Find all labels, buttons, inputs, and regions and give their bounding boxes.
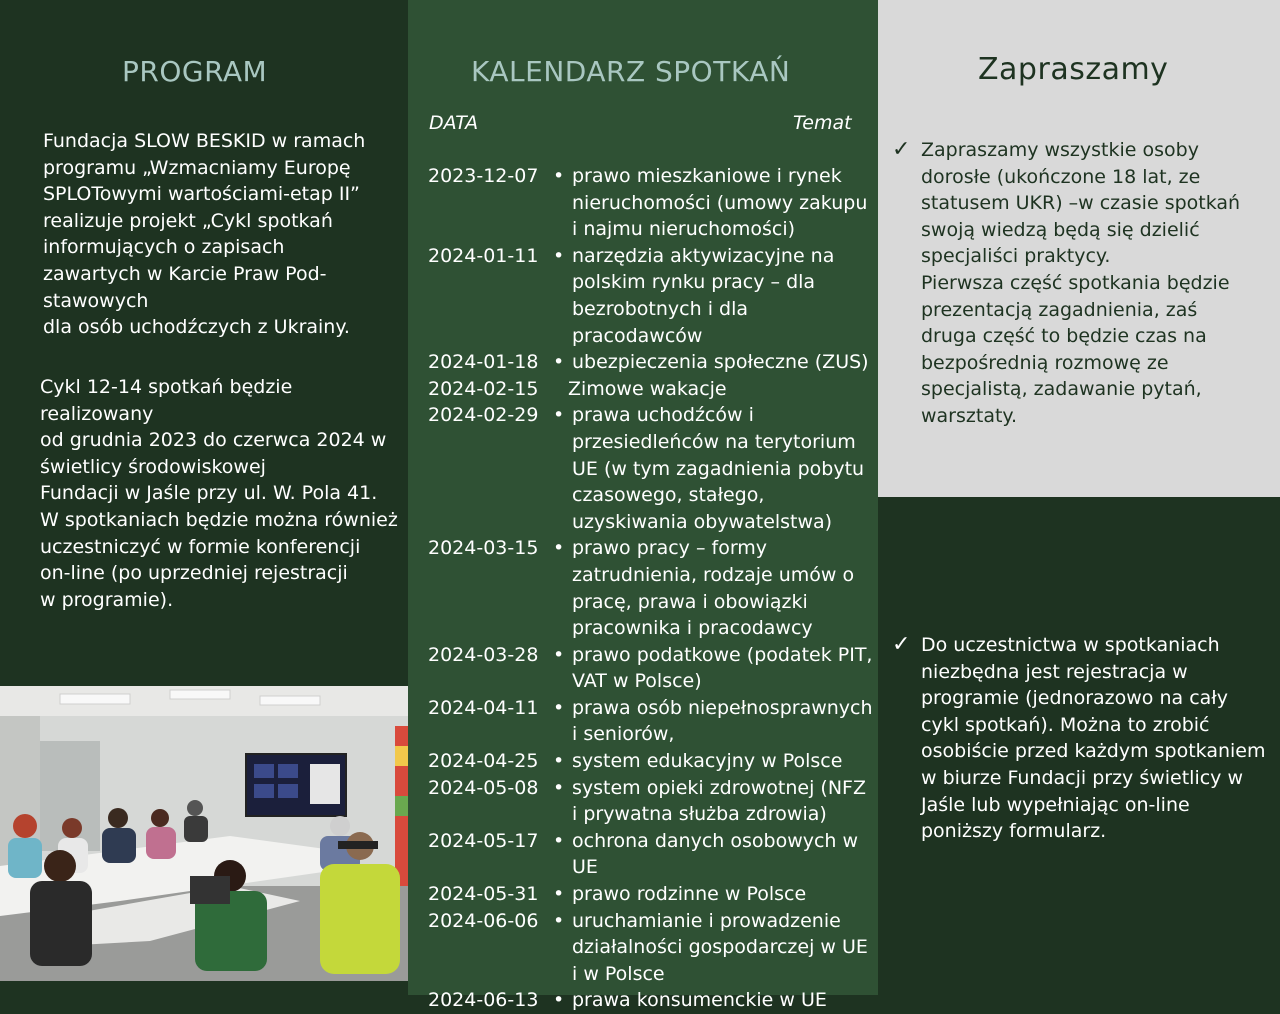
bullet-icon: •: [553, 696, 565, 719]
program-paragraph-schedule: Cykl 12-14 spotkań będzie realizowany od grudnia 2023 do czerwca 2024 w świetlicy środowiskowej Fundacji w Jaśle przy ul. W. Pola 41.: [40, 376, 387, 505]
calendar-item-date: 2024-02-15: [428, 377, 539, 400]
calendar-item: [428, 243, 878, 349]
calendar-item-topic: ubezpieczenia społeczne (ZUS): [572, 351, 869, 374]
bullet-icon: •: [553, 165, 565, 187]
calendar-item-date: 2024-05-17: [428, 829, 539, 852]
calendar-item-date: 2024-01-11: [428, 244, 539, 267]
bullet-icon: •: [553, 909, 565, 932]
checkmark-icon: ✓: [892, 137, 911, 162]
calendar-item-date: 2024-01-18: [428, 351, 539, 374]
calendar-item-topic: prawa osób niepełnosprawnych i seniorów,: [572, 696, 873, 746]
calendar-item: [428, 376, 878, 403]
calendar-item-topic: prawa konsumenckie w UE: [572, 989, 827, 1012]
bullet-icon: •: [553, 643, 565, 666]
bullet-icon: •: [553, 537, 565, 560]
calendar-item: [428, 828, 878, 881]
calendar-item-topic: uruchamianie i prowadzenie działalności gospodarczej w UE i w Polsce: [572, 909, 868, 985]
calendar-item: [428, 349, 878, 376]
calendar-item: [428, 748, 878, 775]
calendar-item-date: 2024-05-31: [428, 883, 539, 906]
calendar-item-date: 2024-04-11: [428, 696, 539, 719]
invite-text-registration: Do uczestnictwa w spotkaniach niezbędna jest rejestracja w programie (jednorazowo na cały cykl spotkań). Można to zrobić osobiście przed każdym spotkaniem w biurze Fundacji przy świetlicy w Jaśle lub wypełniając on-line poniższy formularz.: [921, 634, 1266, 843]
calendar-item-date: 2024-02-29: [428, 404, 539, 427]
checkmark-icon: ✓: [892, 632, 911, 657]
calendar-item-topic: system opieki zdrowotnej (NFZ i prywatna służba zdrowia): [572, 776, 866, 826]
calendar-item-topic: narzędzia aktywizacyjne na polskim rynku pracy – dla bezrobotnych i dla pracodawców: [572, 244, 835, 347]
meeting-room-photo: [0, 686, 408, 981]
calendar-item: [428, 908, 878, 988]
program-column: [0, 0, 408, 995]
bullet-icon: •: [553, 750, 565, 773]
calendar-item: [428, 642, 878, 695]
bullet-icon: •: [553, 776, 565, 799]
bullet-icon: •: [553, 883, 565, 906]
calendar-item-date: 2024-06-06: [428, 909, 539, 932]
invite-text-participants: Zapraszamy wszystkie osoby dorosłe (ukończone 18 lat, ze statusem UKR) –w czasie spotkań swoją wiedzą będą się dzielić specjaliści praktycy. Pierwsza część spotkania będzie prezentacją zagadnienia, zaś druga część to będzie czas na bezpośrednią rozmowę ze specjalistą, zadawanie pytań, warsztaty.: [921, 139, 1241, 427]
calendar-item-topic: prawo pracy – formy zatrudnienia, rodzaje umów o pracę, prawa i obowiązki pracownika i pracodawcy: [572, 537, 855, 640]
calendar-item: [428, 987, 878, 1014]
calendar-item-date: 2024-03-28: [428, 643, 539, 666]
calendar-list: [428, 163, 878, 1014]
calendar-item-topic: system edukacyjny w Polsce: [572, 750, 843, 773]
bullet-icon: •: [553, 351, 565, 374]
calendar-item: [428, 881, 878, 908]
calendar-heading: KALENDARZ SPOTKAŃ: [471, 55, 791, 88]
calendar-item: [428, 535, 878, 641]
calendar-item: [428, 775, 878, 828]
calendar-item: [428, 695, 878, 748]
program-paragraph-project: Fundacja SLOW BESKID w ramach programu „Wzmacniamy Europę SPLOTowymi wartościami-etap II” realizuje projekt „Cykl spotkań informujących o zapisach zawartych w Karcie Praw Pod- stawowych dla osób uchodźczych z Ukrainy.: [43, 130, 366, 339]
invite-heading: Zapraszamy: [978, 52, 1169, 87]
invite-info-panel: [878, 0, 1280, 497]
calendar-item-date: 2024-06-13: [428, 989, 539, 1012]
calendar-item-topic: prawo rodzinne w Polsce: [572, 883, 807, 906]
calendar-item-date: 2024-04-25: [428, 750, 539, 773]
bullet-icon: •: [553, 404, 565, 427]
calendar-item-date: 2024-05-08: [428, 776, 539, 799]
program-heading: PROGRAM: [122, 55, 268, 88]
program-paragraph-online: W spotkaniach będzie można również uczestniczyć w formie konferencji on-line (po uprzedniej rejestracji w programie).: [40, 509, 398, 611]
calendar-item-topic: ochrona danych osobowych w UE: [572, 829, 859, 879]
calendar-item-date: 2023-12-07: [428, 165, 539, 187]
calendar-topic-header: Temat: [793, 112, 852, 134]
calendar-item-topic: prawo podatkowe (podatek PIT, VAT w Polsce): [572, 643, 873, 693]
calendar-item-date: 2024-03-15: [428, 537, 539, 560]
calendar-item: [428, 402, 878, 535]
calendar-item-topic: prawo mieszkaniowe i rynek nieruchomości (umowy zakupu i najmu nieruchomości): [572, 165, 868, 241]
meeting-room-illustration: [0, 686, 408, 981]
calendar-column: [408, 0, 878, 1012]
calendar-item-topic: Zimowe wakacje: [568, 377, 727, 400]
invite-column: [878, 0, 1280, 995]
calendar-item: [428, 163, 878, 243]
bullet-icon: •: [553, 989, 565, 1012]
bullet-icon: •: [553, 244, 565, 267]
calendar-item-topic: prawa uchodźców i przesiedleńców na terytorium UE (w tym zagadnienia pobytu czasowego, stałego, uzyskiwania obywatelstwa): [572, 404, 865, 533]
calendar-date-header: DATA: [429, 112, 479, 134]
bullet-icon: •: [553, 829, 565, 852]
